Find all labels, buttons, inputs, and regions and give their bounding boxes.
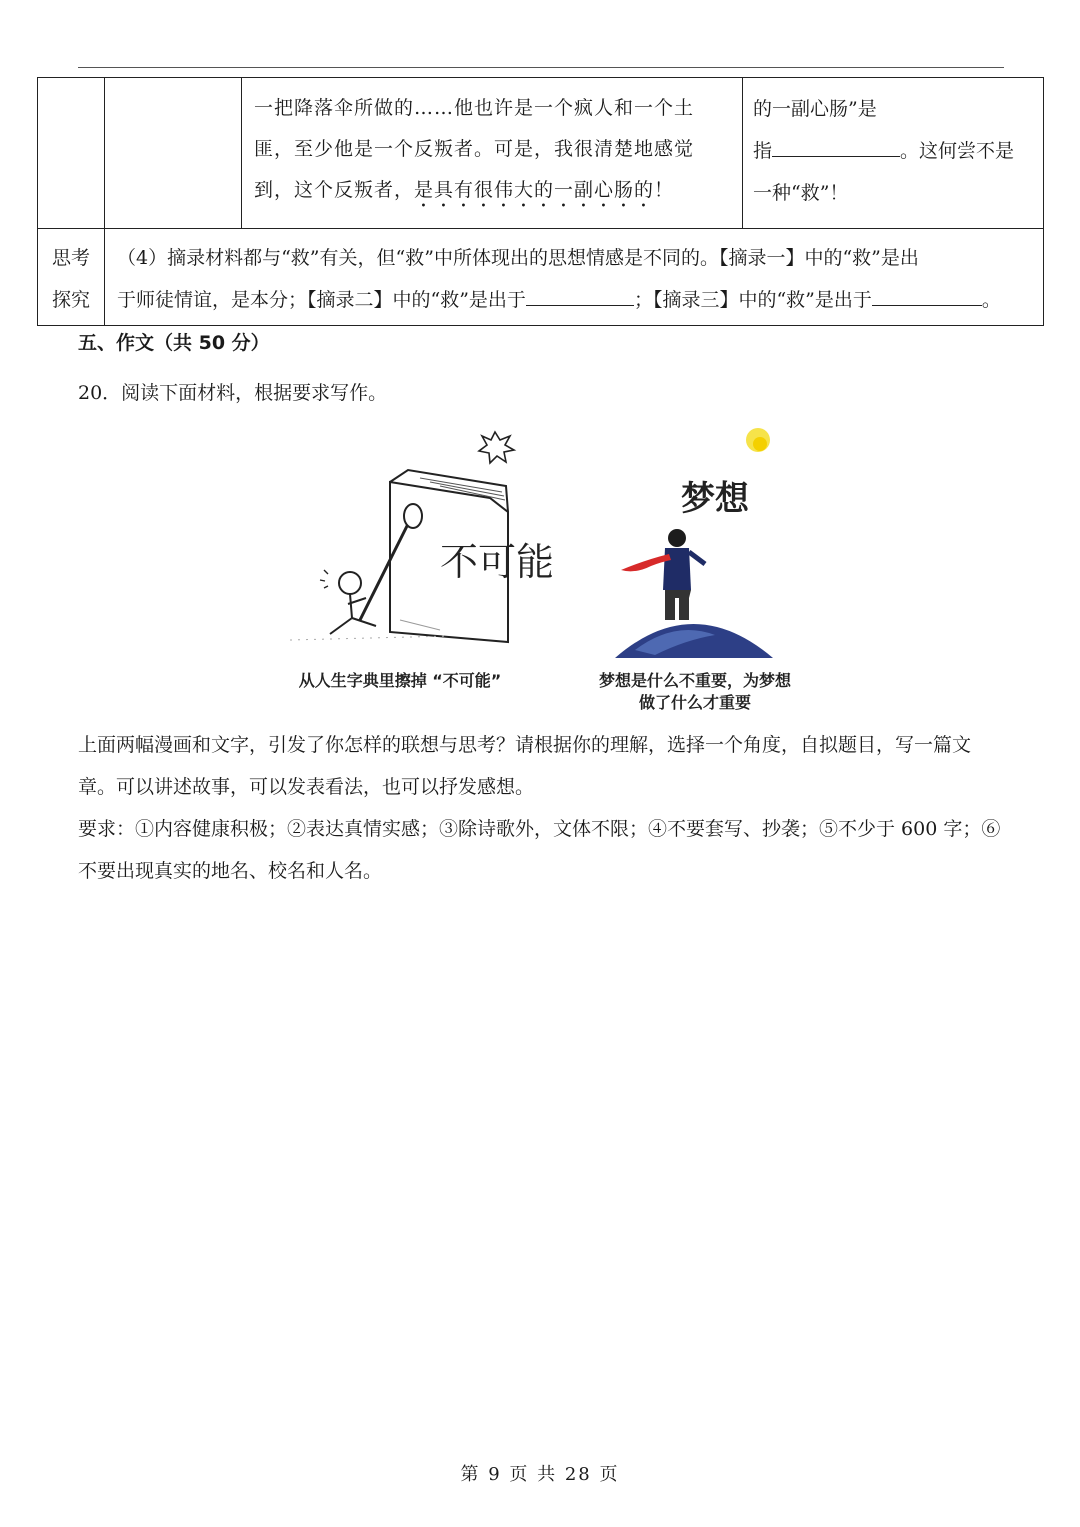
think-label: 思考 探究 bbox=[38, 229, 105, 326]
table-row bbox=[38, 229, 1044, 326]
prompt-text: 上面两幅漫画和文字，引发了你怎样的联想与思考？请根据你的理解，选择一个角度，自拟题目，写一篇文章。可以讲述故事，可以发表看法，也可以抒发感想。 bbox=[78, 734, 972, 798]
answer-blank[interactable] bbox=[872, 285, 982, 306]
comic2-caption: 梦想是什么不重要，为梦想 做了什么才重要 bbox=[598, 671, 791, 712]
section-title: 五、作文（共 50 分） bbox=[78, 332, 270, 354]
answer-blank[interactable] bbox=[772, 136, 900, 157]
emphasis-text: 是具有很伟大的一副心肠的 bbox=[414, 179, 655, 201]
comic1-caption: 从人生字典里擦掉 “不可能” bbox=[298, 671, 502, 690]
page-footer: 第 9 页 共 28 页 bbox=[460, 1464, 620, 1485]
answer-cell: 的一副心肠”是 指 。这何尝不是 一种“救”！ bbox=[743, 78, 1044, 229]
requirements-text: 要求：①内容健康积极；②表达真情实感；③除诗歌外，文体不限；④不要套写、抄袭；⑤不少于 600 字；⑥不要出现真实的地名、校名和人名。 bbox=[78, 818, 1001, 882]
header-rule bbox=[78, 67, 1004, 68]
think-content: （4）摘录材料都与“救”有关，但“救”中所体现出的思想情感是不同的。【摘录一】中的“救”是出 于师徒情谊，是本分；【摘录二】中的“救”是出于 ；【摘录三】中的“救”是出于 。 bbox=[105, 229, 1044, 326]
comic-dream bbox=[605, 420, 795, 660]
book-text: 不可能 bbox=[440, 540, 555, 584]
table-cell-empty bbox=[38, 78, 105, 229]
question-table bbox=[37, 77, 1044, 326]
comic-erase-impossible bbox=[280, 420, 555, 650]
answer-blank[interactable] bbox=[526, 285, 634, 306]
table-row bbox=[38, 78, 1044, 229]
dream-title: 梦想 bbox=[681, 479, 749, 519]
excerpt-text: 一把降落伞所做的……他也许是一个疯人和一个土匪，至少他是一个反叛者。可是，我很清楚地感觉到，这个反叛者，是具有很伟大的一副心肠的！ bbox=[242, 78, 743, 229]
table-cell-empty bbox=[105, 78, 242, 229]
question-number: 20．阅读下面材料，根据要求写作。 bbox=[78, 382, 388, 404]
